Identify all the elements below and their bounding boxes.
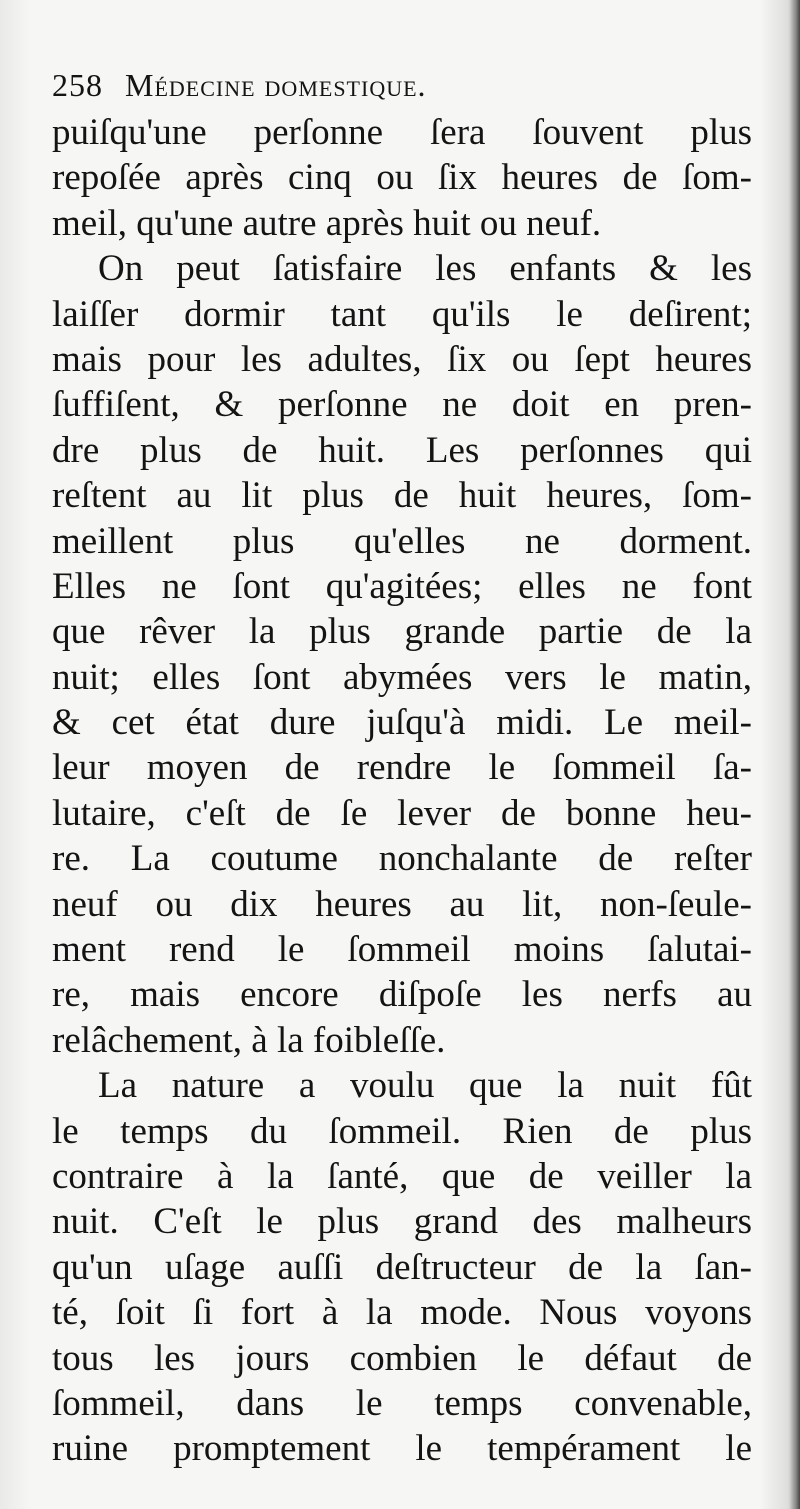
text-line: contraire à la ſanté, que de veiller la — [52, 1155, 752, 1197]
text-line: reſtent au lit plus de huit heures, ſom- — [52, 475, 752, 517]
text-line: meil, qu'une autre après huit ou neuf. — [52, 202, 602, 244]
text-line: nuit; elles ſont abymées vers le matin, — [52, 656, 752, 698]
text-line: lutaire, c'eſt de ſe lever de bonne heu- — [52, 792, 752, 834]
text-line: nuit. C'eſt le plus grand des malheurs — [52, 1201, 752, 1243]
text-line: puiſqu'une perſonne ſera ſouvent plus — [52, 112, 752, 153]
text-line: meillent plus qu'elles ne dorment. — [52, 520, 752, 562]
text-block — [52, 60, 752, 1472]
text-line: que rêver la plus grande partie de la — [52, 611, 752, 653]
text-line: laiſſer dormir tant qu'ils le deſirent; — [52, 293, 752, 335]
text-line: On peut ſatisfaire les enfants & les — [98, 248, 752, 290]
text-line: neuf ou dix heures au lit, non-ſeule- — [52, 883, 752, 925]
text-line: le temps du ſommeil. Rien de plus — [52, 1110, 752, 1152]
running-header — [52, 60, 752, 110]
text-line: ruine promptement le tempérament le — [52, 1428, 752, 1470]
text-line: ſuffiſent, & perſonne ne doit en pren- — [52, 384, 752, 426]
page-edge-shadow — [788, 0, 800, 1509]
text-line: relâchement, à la foibleſſe. — [52, 1019, 446, 1061]
text-line: re. La coutume nonchalante de reſter — [52, 838, 752, 880]
page-number: 258 — [52, 67, 103, 103]
text-line: qu'un uſage auſſi deſtructeur de la ſan- — [52, 1246, 752, 1288]
text-line: dre plus de huit. Les perſonnes qui — [52, 429, 752, 471]
running-title: Médecine domestique. — [125, 67, 427, 103]
text-line: re, mais encore diſpoſe les nerfs au — [52, 974, 752, 1016]
text-line: mais pour les adultes, ſix ou ſept heures — [52, 338, 752, 380]
text-line: & cet état dure juſqu'à midi. Le meil- — [52, 702, 752, 744]
text-line: Elles ne ſont qu'agitées; elles ne font — [52, 565, 752, 607]
text-line: ment rend le ſommeil moins ſalutai- — [52, 929, 752, 971]
text-line: té, ſoit ſi fort à la mode. Nous voyons — [52, 1292, 752, 1334]
text-line: ſommeil, dans le temps convenable, — [52, 1382, 752, 1424]
text-line: La nature a voulu que la nuit fût — [98, 1065, 752, 1107]
text-line: repoſée après cinq ou ſix heures de ſom- — [52, 157, 752, 199]
text-line: tous les jours combien le défaut de — [52, 1337, 752, 1379]
text-line: leur moyen de rendre le ſommeil ſa- — [52, 747, 752, 789]
